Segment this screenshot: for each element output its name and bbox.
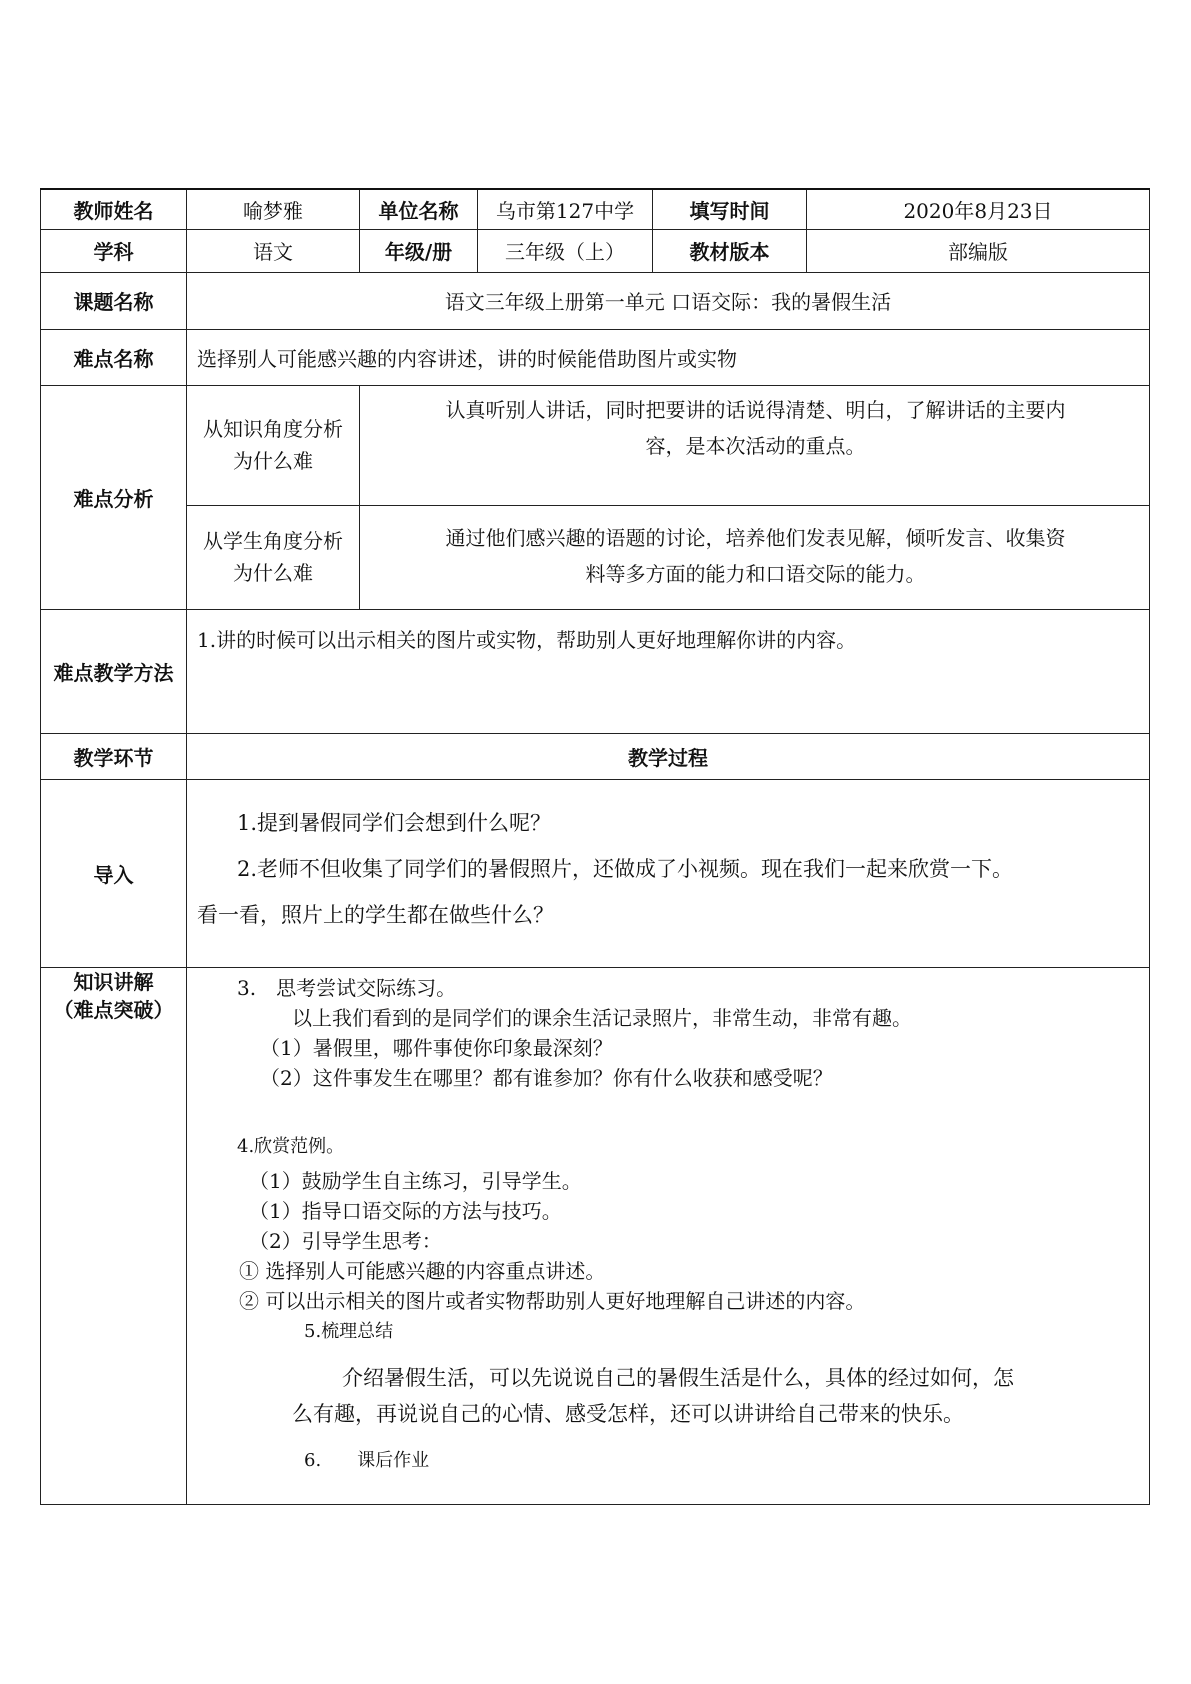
student-angle-label (187, 505, 360, 609)
knowledge-line-4: （2）这件事发生在哪里？都有谁参加？你有什么收获和感受呢？ (260, 1065, 833, 1090)
knowledge-line-5: 4.欣赏范例。 (237, 1135, 345, 1157)
unit-value: 乌市第127中学 (478, 189, 653, 229)
knowledge-line-1: 3. 思考尝试交际练习。 (237, 975, 457, 1000)
difficulty-label: 难点名称 (41, 329, 187, 385)
edition-value: 部编版 (807, 229, 1150, 272)
analysis-row-student (41, 505, 1150, 609)
knowledge-line-12: 介绍暑假生活，可以先说说自己的暑假生活是什么，具体的经过如何，怎 (342, 1365, 1014, 1390)
knowledge-line-14: 6. 课后作业 (304, 1449, 430, 1471)
unit-label: 单位名称 (360, 189, 478, 229)
difficulty-row (41, 329, 1150, 385)
subject-value: 语文 (187, 229, 360, 272)
student-angle-label-line2: 为什么难 (233, 561, 313, 585)
method-row (41, 609, 1150, 733)
intro-line-1: 1.提到暑假同学们会想到什么呢？ (237, 810, 552, 835)
analysis-label: 难点分析 (41, 385, 187, 609)
student-angle-text-line1: 通过他们感兴趣的语题的讨论，培养他们发表见解，倾听发言、收集资 (445, 525, 1066, 550)
intro-line-3: 看一看，照片上的学生都在做些什么？ (197, 902, 554, 927)
difficulty-value: 选择别人可能感兴趣的内容讲述，讲的时候能借助图片或实物 (187, 329, 1150, 385)
knowledge-line-13: 么有趣，再说说自己的心情、感受怎样，还可以讲讲给自己带来的快乐。 (292, 1401, 964, 1426)
date-value: 2020年8月23日 (807, 189, 1150, 229)
knowledge-label-line1: 知识讲解 (73, 969, 154, 994)
teacher-name-value: 喻梦雅 (187, 189, 360, 229)
knowledge-line-2: 以上我们看到的是同学们的课余生活记录照片，非常生动，非常有趣。 (292, 1005, 912, 1030)
date-label: 填写时间 (653, 189, 807, 229)
topic-value: 语文三年级上册第一单元 口语交际：我的暑假生活 (187, 272, 1150, 329)
intro-row (41, 779, 1150, 967)
intro-label: 导入 (41, 779, 187, 967)
knowledge-content (187, 967, 1150, 1504)
knowledge-angle-text-line2: 容，是本次活动的重点。 (645, 433, 866, 458)
process-header: 教学过程 (187, 733, 1150, 779)
stage-header: 教学环节 (41, 733, 187, 779)
knowledge-line-9: ① 选择别人可能感兴趣的内容重点讲述。 (239, 1258, 606, 1283)
process-header-row (41, 733, 1150, 779)
knowledge-angle-label (187, 385, 360, 505)
edition-label: 教材版本 (653, 229, 807, 272)
info-row-1 (41, 189, 1150, 229)
knowledge-label (41, 967, 187, 1504)
knowledge-line-3: （1）暑假里，哪件事使你印象最深刻？ (260, 1035, 613, 1060)
student-angle-text (360, 505, 1150, 609)
knowledge-angle-text (360, 385, 1150, 505)
grade-value: 三年级（上） (478, 229, 653, 272)
knowledge-angle-text-line1: 认真听别人讲话，同时把要讲的话说得清楚、明白，了解讲话的主要内 (445, 397, 1066, 422)
knowledge-angle-label-line2: 为什么难 (233, 449, 313, 473)
student-angle-text-line2: 料等多方面的能力和口语交际的能力。 (585, 561, 926, 586)
student-angle-label-line1: 从学生角度分析 (203, 529, 343, 553)
info-row-2 (41, 229, 1150, 272)
knowledge-row (41, 967, 1150, 1504)
lesson-plan-table (40, 188, 1150, 1505)
method-value: 1.讲的时候可以出示相关的图片或实物，帮助别人更好地理解你讲的内容。 (187, 609, 1150, 733)
knowledge-angle-label-line1: 从知识角度分析 (203, 417, 343, 441)
teacher-name-label: 教师姓名 (41, 189, 187, 229)
intro-line-2: 2.老师不但收集了同学们的暑假照片，还做成了小视频。现在我们一起来欣赏一下。 (237, 856, 1014, 881)
grade-label: 年级/册 (360, 229, 478, 272)
topic-row (41, 272, 1150, 329)
analysis-row-knowledge (41, 385, 1150, 505)
intro-content (187, 779, 1150, 967)
knowledge-line-6: （1）鼓励学生自主练习，引导学生。 (249, 1168, 582, 1193)
subject-label: 学科 (41, 229, 187, 272)
knowledge-line-10: ② 可以出示相关的图片或者实物帮助别人更好地理解自己讲述的内容。 (239, 1288, 866, 1313)
knowledge-label-line2: （难点突破） (53, 997, 174, 1022)
knowledge-content-area (187, 968, 1149, 1504)
topic-label: 课题名称 (41, 272, 187, 329)
knowledge-line-8: （2）引导学生思考： (249, 1228, 442, 1253)
knowledge-line-11: 5.梳理总结 (304, 1320, 394, 1342)
knowledge-line-7: （1）指导口语交际的方法与技巧。 (249, 1198, 562, 1223)
method-label: 难点教学方法 (41, 609, 187, 733)
